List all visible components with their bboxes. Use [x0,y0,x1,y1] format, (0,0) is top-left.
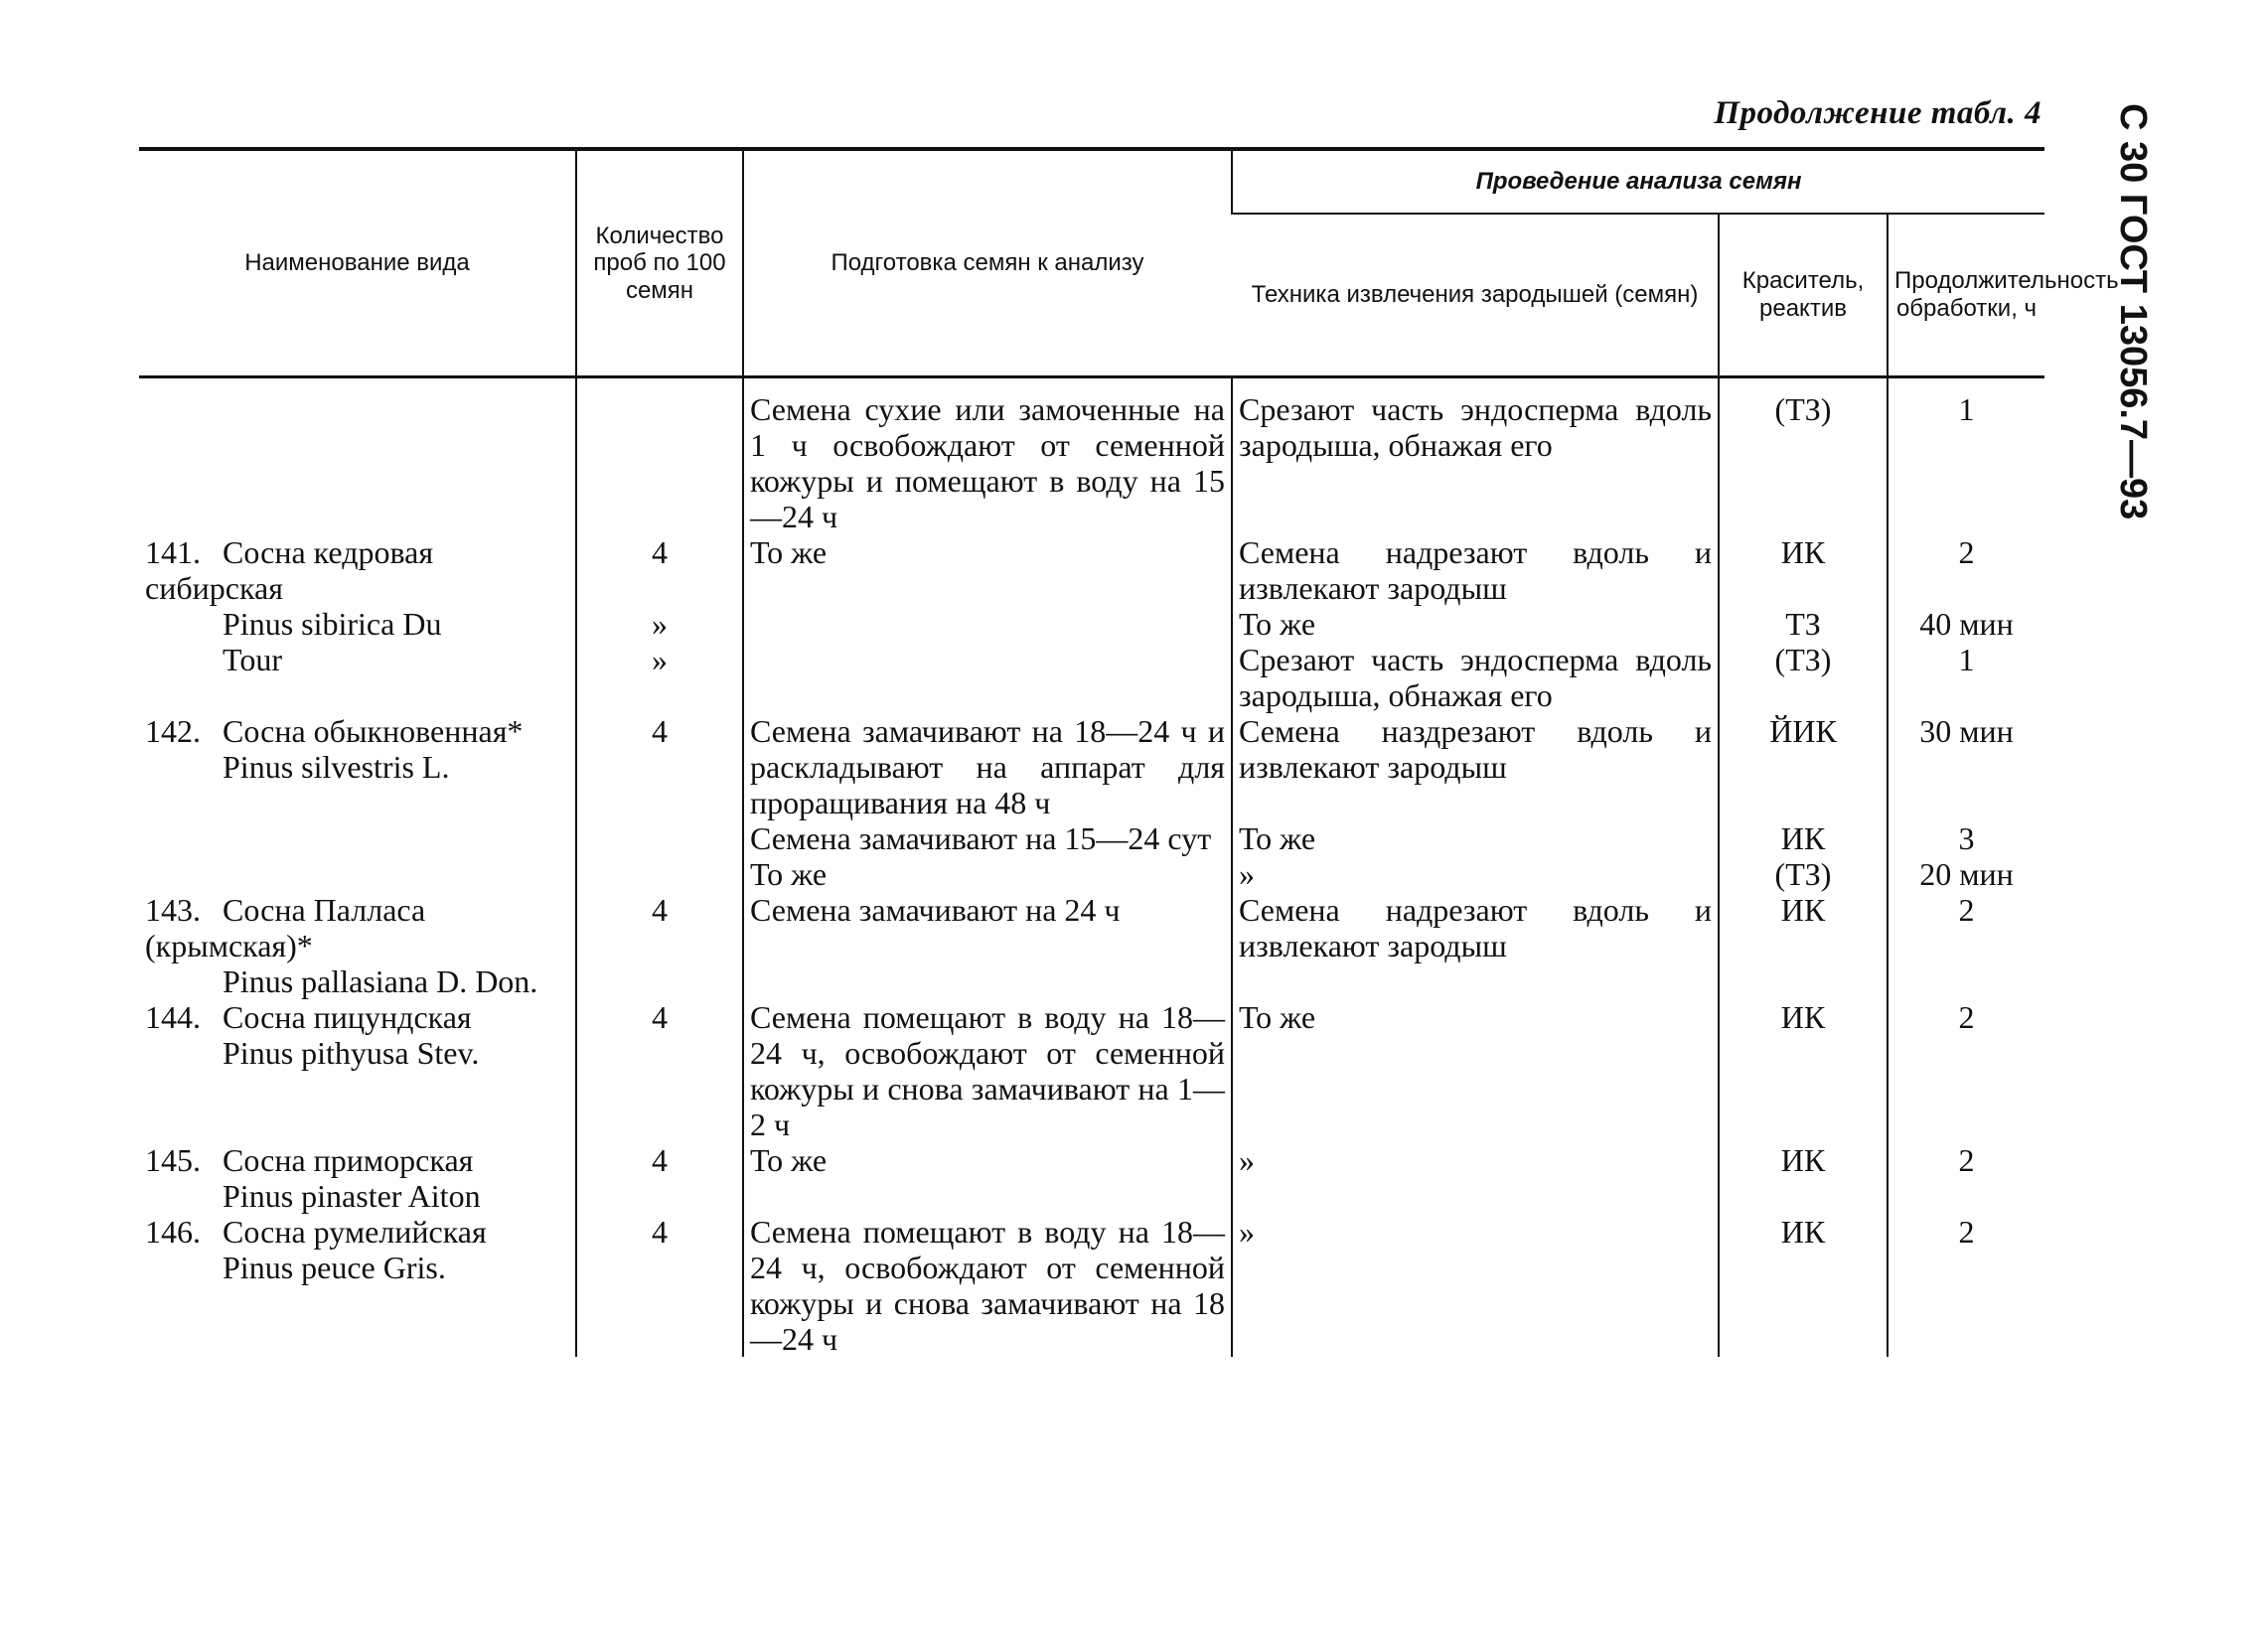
duration-cell: 2 [1888,534,2044,606]
preparation-cell [743,606,1232,642]
duration-cell: 1 [1888,642,2044,713]
table-row [139,713,2044,820]
species-name [139,892,576,999]
preparation-cell: Семена помещают в воду на 18—24 ч, освобождают от семенной кожуры и снова замачивают на 1—2 ч [743,999,1232,1142]
duration-cell: 2 [1888,1214,2044,1357]
technique-cell: Срезают часть эндосперма вдоль зародыша, обнажая его [1232,642,1719,713]
standard-side-label [2104,103,2164,540]
preparation-cell [743,642,1232,713]
dye-cell: ИК [1719,820,1888,856]
preparation-cell: Семена замачивают на 18—24 ч и раскладывают на аппарат для проращивания на 48 ч [743,713,1232,820]
technique-cell: То же [1232,999,1719,1142]
dye-cell: (ТЗ) [1719,391,1888,534]
species-name [139,534,576,606]
row-number: 142. [145,712,201,749]
sample-count: 4 [576,1142,743,1214]
species-ru-name: Сосна приморская [223,1141,474,1178]
technique-cell: Семена надрезают вдоль и извлекают зародыш [1232,534,1719,606]
row-number: 145. [145,1141,201,1178]
seed-analysis-table [139,147,2119,1357]
species-ru-name: Сосна кедровая сибирская [145,533,434,606]
table-row [139,820,2044,856]
duration-cell: 30 мин [1888,713,2044,820]
preparation-cell: То же [743,1142,1232,1214]
species-name [139,642,576,713]
duration-cell: 3 [1888,820,2044,856]
technique-cell: То же [1232,606,1719,642]
dye-cell: ИК [1719,534,1888,606]
header-name: Наименование вида [139,149,576,377]
sample-count: » [576,642,743,713]
table-row [139,534,2044,606]
species-name [139,999,576,1142]
species-latin-name: Pinus pithyusa Stev. [223,1034,480,1071]
dye-cell: ИК [1719,999,1888,1142]
species-latin-name: Tour [223,641,282,677]
table-row [139,999,2044,1142]
technique-cell: Семена надрезают вдоль и извлекают зародыш [1232,892,1719,999]
row-number: 146. [145,1213,201,1250]
species-ru-name: Сосна пицундская [223,998,472,1035]
preparation-cell: Семена сухие или замоченные на 1 ч освобождают от семенной кожуры и помещают в воду на 15—24 ч [743,391,1232,534]
duration-cell: 1 [1888,391,2044,534]
species-ru-name: Сосна Палласа (крымская)* [145,891,426,963]
dye-cell: ИК [1719,1214,1888,1357]
table-row [139,391,2044,534]
table-row [139,892,2044,999]
sample-count: 4 [576,713,743,820]
dye-cell: (ТЗ) [1719,856,1888,892]
technique-cell: То же [1232,820,1719,856]
header-analysis-group: Проведение анализа семян [1232,149,2044,214]
sample-count: 4 [576,1214,743,1357]
preparation-cell: Семена помещают в воду на 18—24 ч, освобождают от семенной кожуры и снова замачивают на 18—24 ч [743,1214,1232,1357]
table-row [139,1214,2044,1357]
species-latin-name: Pinus pallasiana D. Don. [223,962,538,999]
table-row [139,856,2044,892]
species-ru-name: Сосна румелийская [223,1213,487,1250]
species-name [139,1214,576,1357]
dye-cell: ИК [1719,892,1888,999]
technique-cell: » [1232,1214,1719,1357]
dye-cell: ЙИК [1719,713,1888,820]
technique-cell: Семена наздрезают вдоль и извлекают зародыш [1232,713,1719,820]
technique-cell: Срезают часть эндосперма вдоль зародыша, обнажая его [1232,391,1719,534]
duration-cell: 20 мин [1888,856,2044,892]
species-name [139,820,576,856]
species-ru-name: Сосна обыкновенная* [223,712,524,749]
species-latin-name: Pinus peuce Gris. [223,1249,446,1285]
sample-count: 4 [576,892,743,999]
sample-count: 4 [576,999,743,1142]
duration-cell: 40 мин [1888,606,2044,642]
header-samples: Количество проб по 100 семян [576,149,743,377]
header-dye: Краситель, реактив [1719,214,1888,377]
sample-count: 4 [576,534,743,606]
header-technique: Техника извлечения зародышей (семян) [1232,214,1719,377]
species-latin-name: Pinus sibirica Du [223,605,442,642]
sample-count: » [576,606,743,642]
table-continuation-label: Продолжение табл. 4 [1714,95,2041,131]
technique-cell: » [1232,856,1719,892]
row-number: 143. [145,891,201,928]
preparation-cell: Семена замачивают на 15—24 сут [743,820,1232,856]
species-name [139,856,576,892]
table-row [139,642,2044,713]
species-name [139,391,576,534]
species-name [139,606,576,642]
row-number: 141. [145,533,201,570]
dye-cell: ИК [1719,1142,1888,1214]
header-preparation: Подготовка семян к анализу [743,149,1232,377]
row-number: 144. [145,998,201,1035]
species-name [139,1142,576,1214]
duration-cell: 2 [1888,1142,2044,1214]
dye-cell: (ТЗ) [1719,642,1888,713]
standard-side-label-text: С 30 ГОСТ 13056.7—93 [2112,103,2154,520]
duration-cell: 2 [1888,892,2044,999]
species-latin-name: Pinus silvestris L. [223,748,450,785]
table-row [139,1142,2044,1214]
dye-cell: ТЗ [1719,606,1888,642]
species-latin-name: Pinus pinaster Aiton [223,1177,481,1214]
sample-count [576,856,743,892]
preparation-cell: Семена замачивают на 24 ч [743,892,1232,999]
header-duration: Продолжительность обработки, ч [1888,214,2044,377]
table-row [139,606,2044,642]
preparation-cell: То же [743,534,1232,606]
preparation-cell: То же [743,856,1232,892]
technique-cell: » [1232,1142,1719,1214]
species-name [139,713,576,820]
sample-count [576,820,743,856]
duration-cell: 2 [1888,999,2044,1142]
sample-count [576,391,743,534]
